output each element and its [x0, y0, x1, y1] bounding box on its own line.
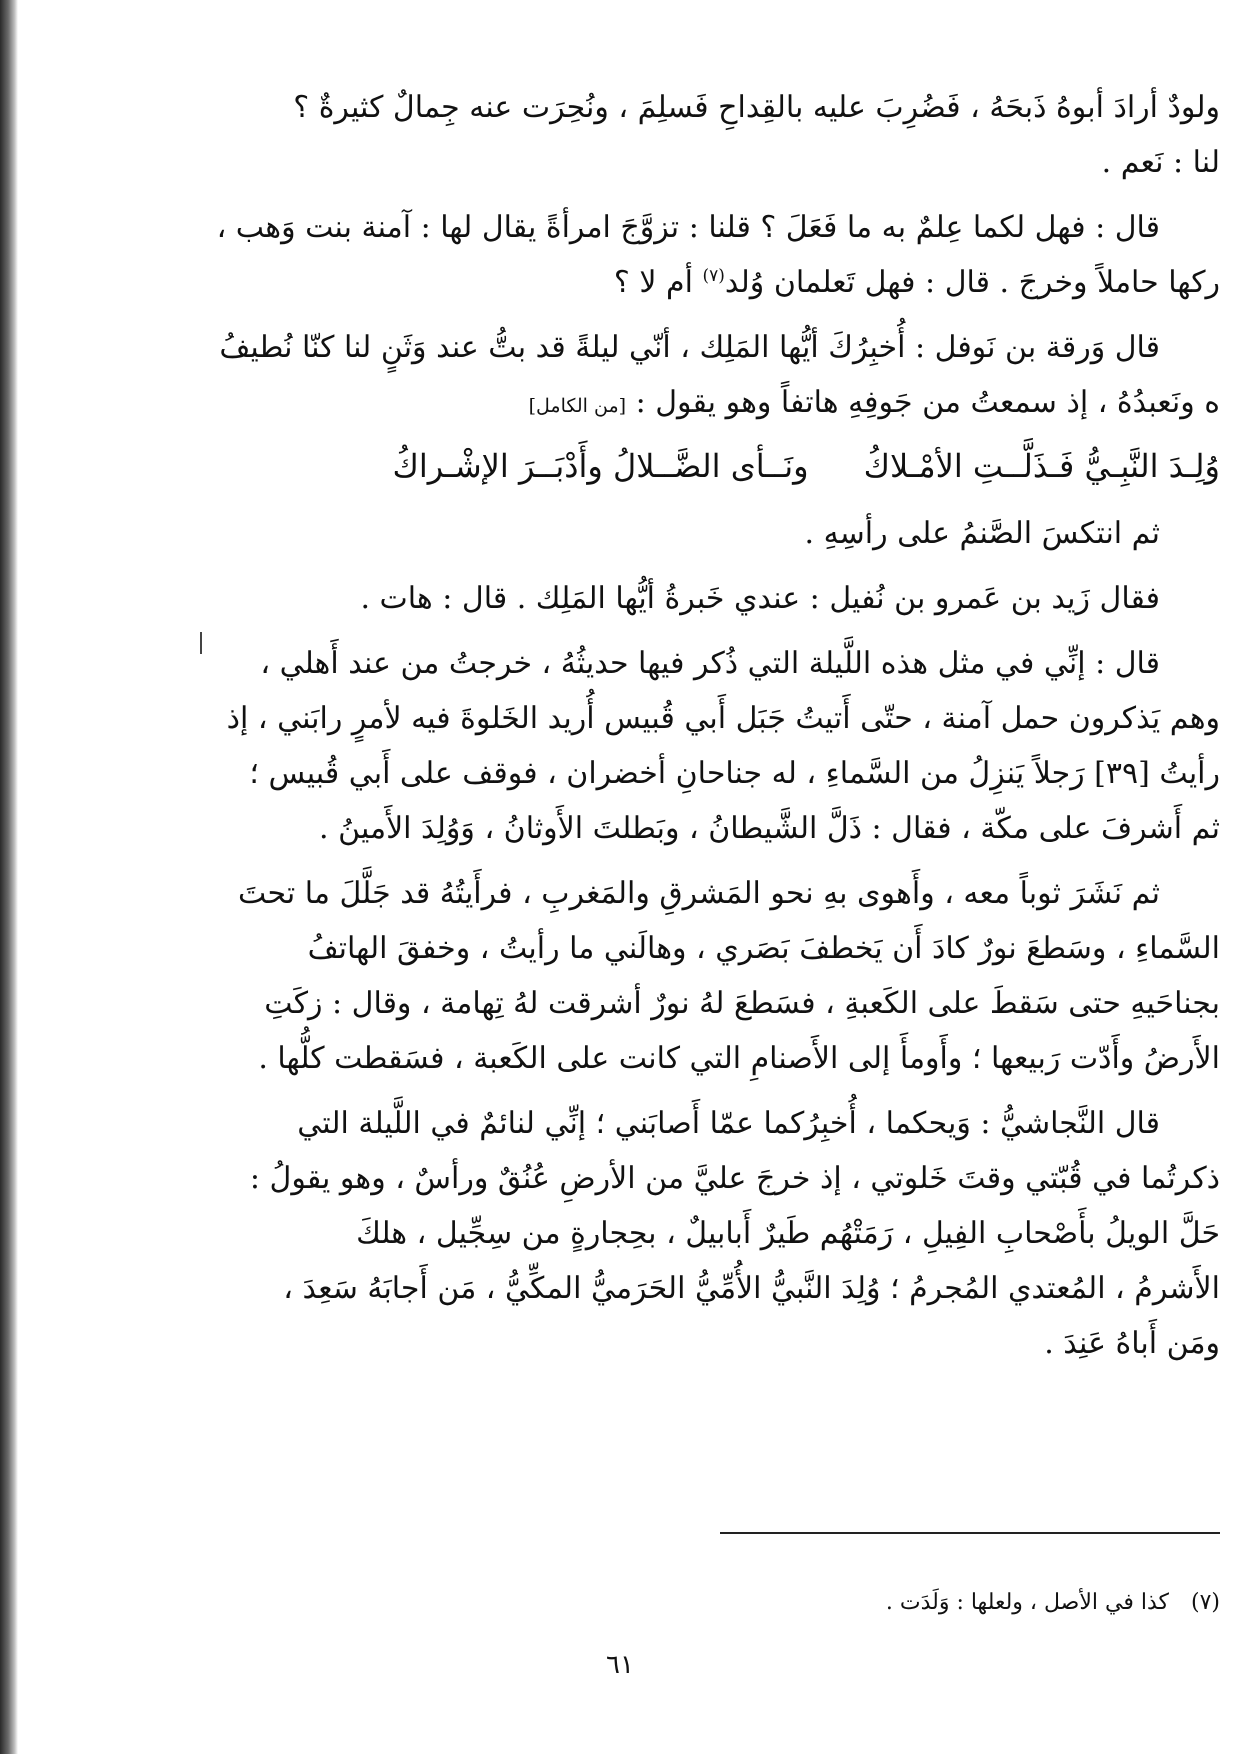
paragraph — [180, 636, 1220, 856]
text-line: ثم نَشَرَ ثوباً معه ، وأَهوى بهِ نحو المَشرقِ والمَغربِ ، فرأَيتُهُ قد جَلَّلَ ما تحتَ — [238, 876, 1160, 911]
text-line: قال : فهل لكما عِلمٌ به ما فَعَلَ ؟ قلنا : تزوَّجَ امرأةً يقال لها : آمنة بنت وَهب ، — [216, 210, 1160, 245]
verse-second-hemistich: ونَــأى الضَّــلالُ وأَدْبَــرَ الإشْـراكُ — [392, 447, 809, 485]
text-line: ولودٌ أرادَ أبوهُ ذَبحَهُ ، فَضُرِبَ عليه بالقِداحِ فَسلِمَ ، ونُحِرَت عنه جِمالٌ كثيرةٌ ؟ — [293, 90, 1220, 125]
footnote-number: (٧) — [1190, 1590, 1220, 1615]
text-line: ثم انتكسَ الصَّنمُ على رأسِهِ . — [804, 516, 1160, 551]
poetry-verse — [180, 436, 1220, 496]
paragraph — [180, 320, 1220, 430]
footnote — [620, 1590, 1220, 1615]
text-fragment: ركها حاملاً وخرجَ . قال : فهل تَعلمان وُلد — [724, 265, 1220, 300]
footnote-separator — [720, 1532, 1220, 1534]
text-fragment: أم لا ؟ — [613, 265, 703, 300]
text-line: لنا : نَعم . — [1101, 145, 1220, 180]
paragraph — [180, 506, 1220, 561]
paragraph — [180, 866, 1220, 1086]
text-line: قال النَّجاشيُّ : وَيحكما ، أُخبِرُكما عمّا أَصابَني ؛ إنِّي لنائمٌ في اللَّيلة التي — [297, 1106, 1160, 1141]
text-line: حَلَّ الويلُ بأَصْحابِ الفِيلِ ، رَمَتْهُم طَيرٌ أَبابيلٌ ، بحِجارةٍ من سِجِّيل ، هلكَ — [356, 1216, 1220, 1251]
text-fragment: ه ونَعبدُهُ ، إذ سمعتُ من جَوفِهِ هاتفاً وهو يقول : — [626, 385, 1220, 420]
page-body — [180, 80, 1220, 1371]
text-line: الأَرضُ وأَدّت رَبيعها ؛ وأَومأَ إلى الأَصنامِ التي كانت على الكَعبة ، فسَقطت كلُّها . — [258, 1041, 1220, 1076]
text-line: قال : إنِّي في مثل هذه اللَّيلة التي ذُكر فيها حديثُهُ ، خرجتُ من عند أَهلي ، — [260, 646, 1160, 681]
text-line: ثم أَشرفَ على مكّة ، فقال : ذَلَّ الشَّيطانُ ، وبَطلتَ الأَوثانُ ، وَوُلِدَ الأَمينُ . — [319, 811, 1220, 846]
text-line: الأَشرمُ ، المُعتدي المُجرمُ ؛ وُلِدَ النَّبيُّ الأُمِّيُّ الحَرَميُّ المكِّيُّ ، مَن أَجابَهُ سَعِدَ ، — [283, 1271, 1220, 1306]
verse-first-hemistich: وُلِـدَ النَّبِـيُّ فَـذَلَّــتِ الأمْـلاكُ — [863, 447, 1220, 485]
text-line: ذكرتُما في قُبّتي وقتَ خَلوتي ، إذ خرجَ عليَّ من الأرضِ عُنُقٌ ورأسٌ ، وهو يقولُ : — [249, 1161, 1220, 1196]
text-line: فقال زَيد بن عَمرو بن نُفيل : عندي خَبرةُ أيُّها المَلِك . قال : هات . — [360, 581, 1160, 616]
text-line: قال وَرقة بن نَوفل : أُخبِرُكَ أيُّها المَلِك ، أنّي ليلةً قد بتُّ عند وَثَنٍ لنا كنّا نُطيفُ — [219, 330, 1160, 365]
text-line-with-footnote — [180, 255, 1220, 310]
page-number: ٦١ — [606, 1650, 634, 1680]
text-line: وهم يَذكرون حمل آمنة ، حتّى أَتيتُ جَبَل أَبي قُبيس أُريد الخَلوةَ فيه لأمرٍ رابَني ، إذ — [226, 701, 1220, 736]
meter-note: [من الكامل] — [528, 395, 627, 417]
paragraph — [180, 80, 1220, 190]
paragraph — [180, 1096, 1220, 1371]
paragraph — [180, 571, 1220, 626]
page-binding-edge — [0, 0, 18, 1754]
text-line: السَّماءِ ، وسَطعَ نورٌ كادَ أَن يَخطفَ بَصَري ، وهالَني ما رأيتُ ، وخفقَ الهاتفُ — [307, 931, 1220, 966]
text-line: رأيتُ [٣٩] رَجلاً يَنزِلُ من السَّماءِ ، له جناحانِ أخضران ، فوقف على أَبي قُبيس ؛ — [249, 756, 1220, 791]
text-line-with-meter — [180, 375, 1220, 430]
footnote-text: كذا في الأصل ، ولعلها : وَلَدَت . — [885, 1590, 1169, 1615]
paragraph — [180, 200, 1220, 310]
footnote-reference[interactable]: (٧) — [702, 266, 725, 286]
text-line: بجناحَيهِ حتى سَقطَ على الكَعبةِ ، فسَطعَ لهُ نورٌ أشرقت لهُ تِهامة ، وقال : زكَتِ — [264, 986, 1220, 1021]
text-line: ومَن أَباهُ عَنِدَ . — [1044, 1326, 1220, 1361]
